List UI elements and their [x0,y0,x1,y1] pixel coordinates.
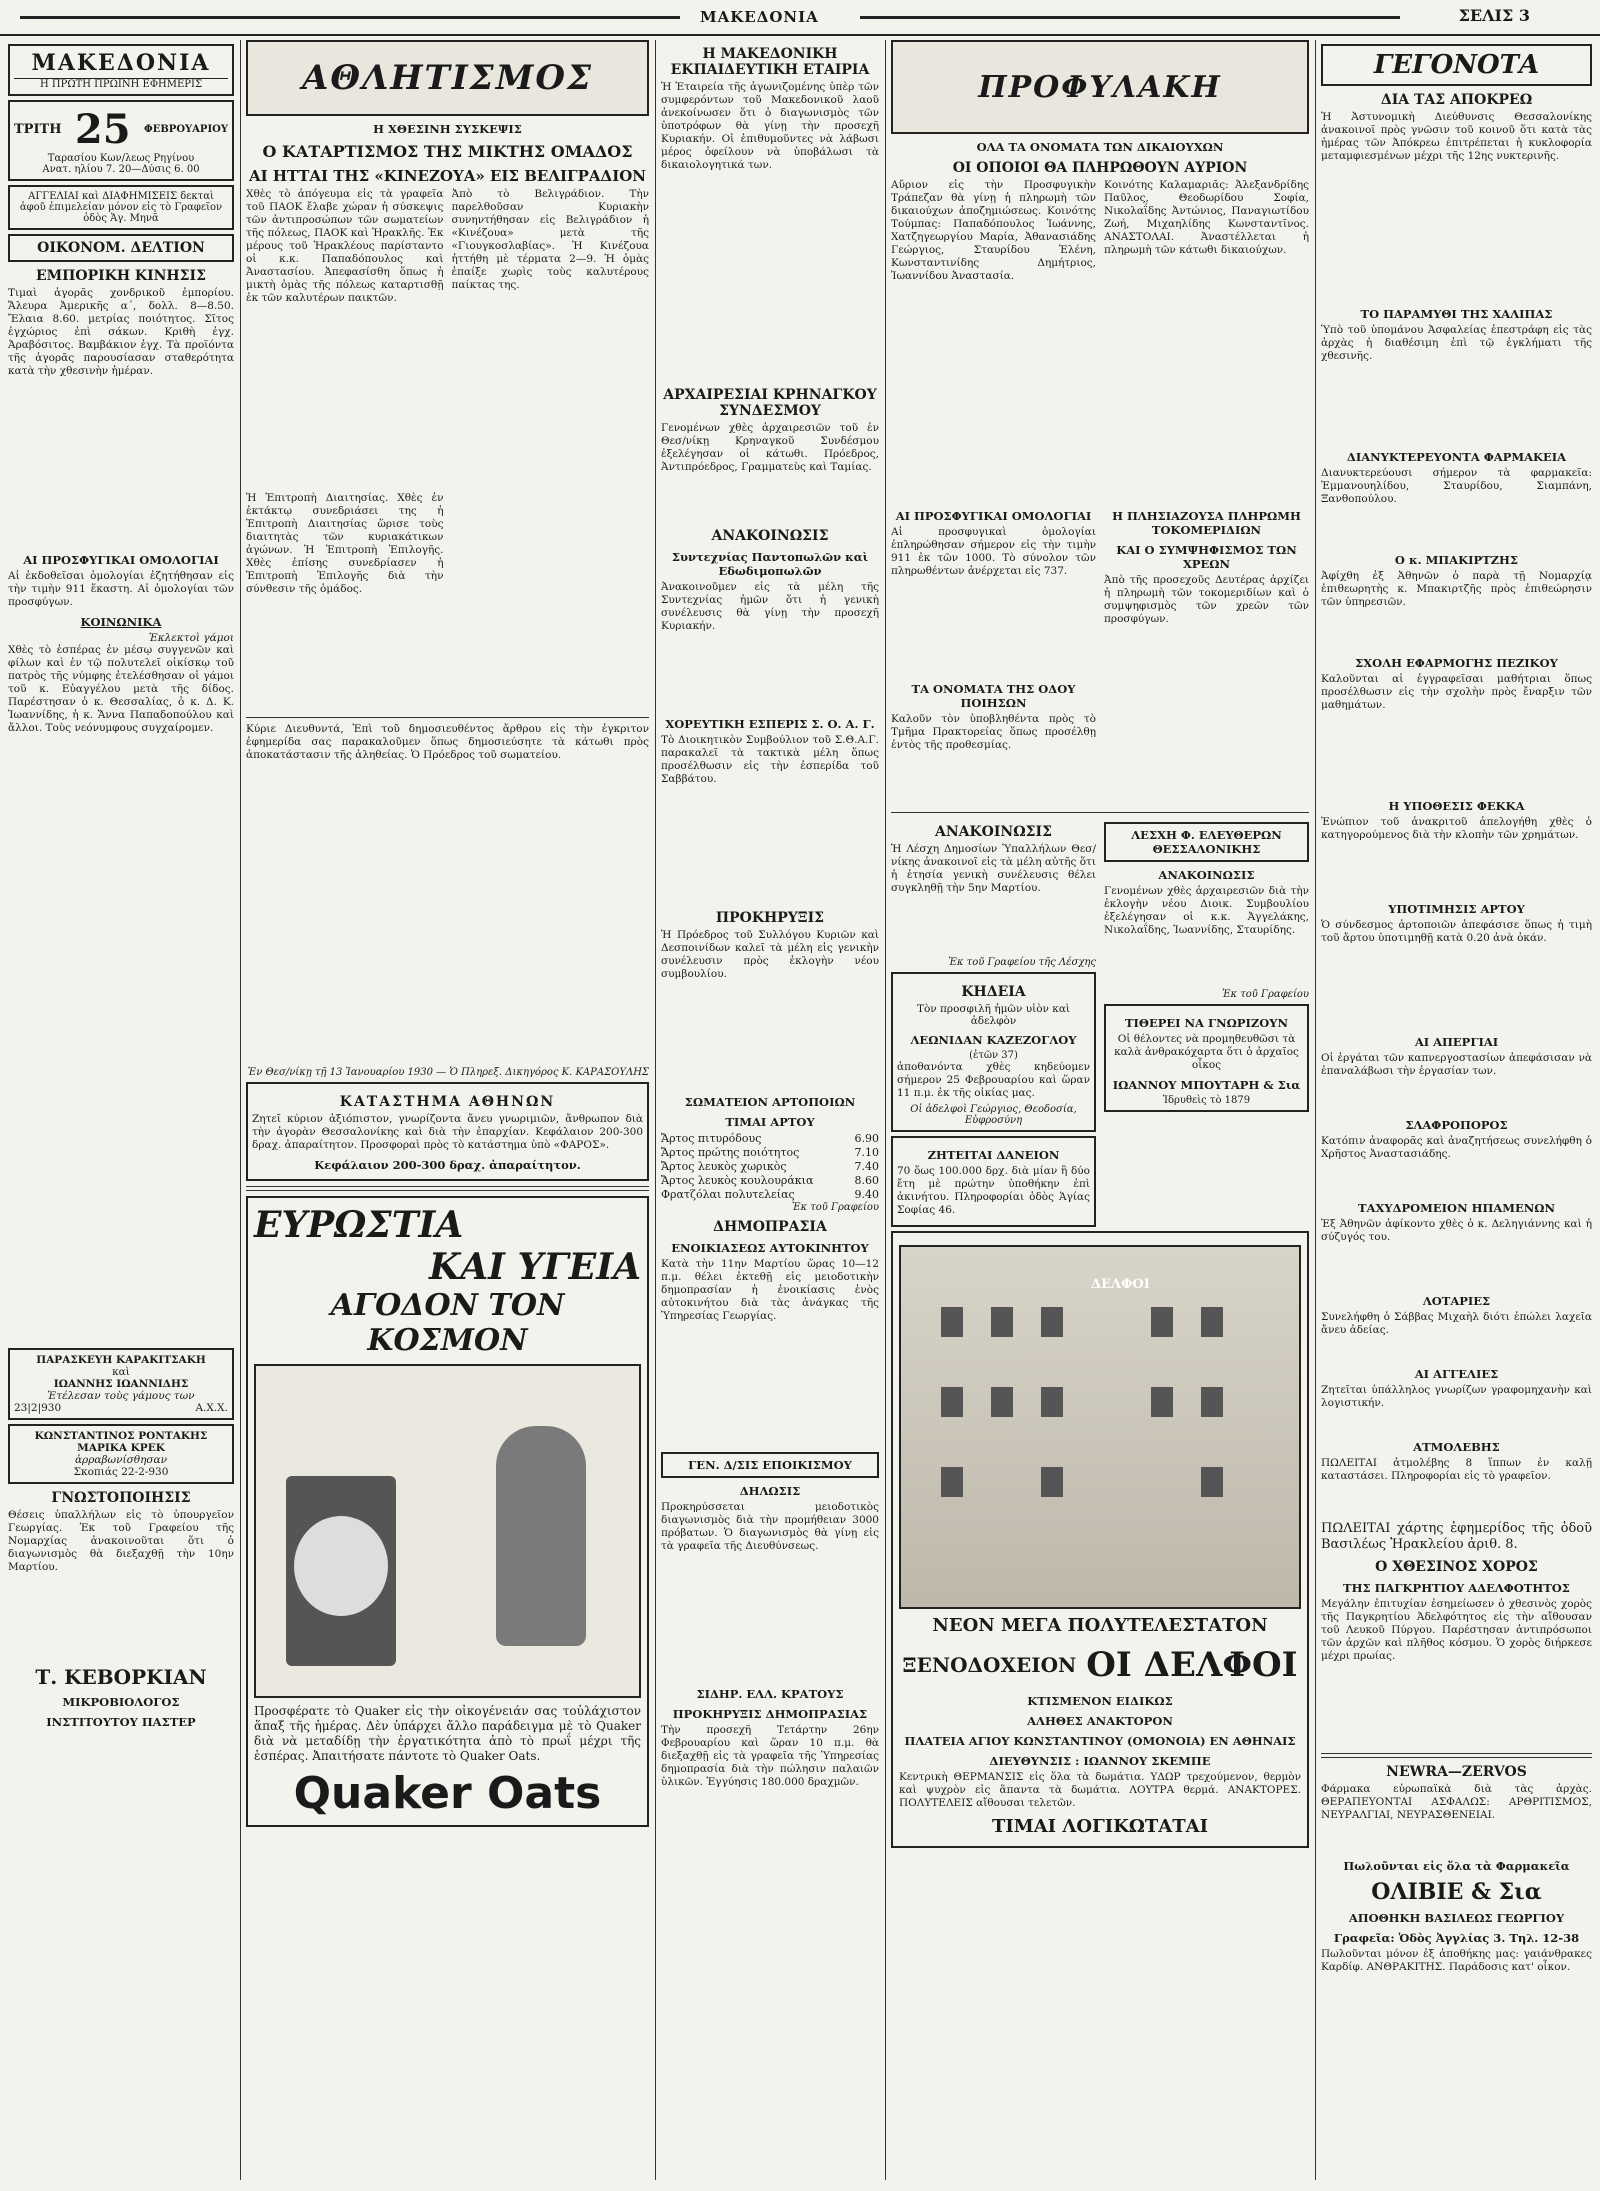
fekka-title: Η ΥΠΟΘΕΣΙΣ ΦΕΚΚΑ [1388,799,1525,813]
supply-text: Προκηρύσσεται μειοδοτικὸς διαγωνισμὸς διὰ τὴν προμήθειαν 3000 πρόβατων. Ὁ διαγωνισμὸς θὰ γίνῃ εἰς τὰ γραφεῖα τῆς Διευθύνσεως. [661,1501,879,1552]
wedding1-initials: Α.Χ.Χ. [195,1402,228,1414]
hotel-features: Κεντρικὴ ΘΕΡΜΑΝΣΙΣ εἰς ὅλα τὰ δωμάτια. ΥΔΩΡ τρεχούμενον, θερμὸν καὶ ψυχρὸν εἰς ἅπαντα τὰ δωμάτια. ΛΟΥΤΡΑ θερμά. ΑΝΑΚΤΟΡΕΣ. ΠΟΛΥΤΕΛΕΙΣ αἴθουσαι τελετῶν. [899,1771,1301,1809]
wedding1-note: Ἑτέλεσαν τοὺς γάμους των [47,1390,195,1402]
bonds-tax-columns [891,503,1309,807]
bonds-text: Αἱ ἐκδοθεῖσαι ὁμολογίαι ἐζητήθησαν εἰς τὴν τιμὴν 911 ἕκαστη. Αἱ ὁμολογίαι τῶν προσφύγων. [8,570,234,608]
street-text: Καλοῦν τὸν ὑποβληθέντα πρὸς τὸ Τμῆμα Πρακτορείας ὅπως προσέλθῃ ἐντὸς τῆς προθεσμίας. [891,713,1096,751]
wedding1-date: 23|2|930 [14,1402,62,1414]
window-icon [1201,1307,1223,1337]
hotel-building-image [899,1245,1301,1609]
notice-text: Ἡ Λέσχη Δημοσίων Ὑπαλλήλων Θεσ/νίκης ἀνακοινοῖ εἰς τὰ μέλη αὐτῆς ὅτι ἡ ἐτησία γενικὴ συνέλευσις θέλει συγκληθῇ τὴν 5ην Μαρτίου. [891,843,1096,894]
court-title: ΤΟ ΠΑΡΑΜΥΘΙ ΤΗΣ ΧΑΛΙΠΑΣ [1360,307,1553,321]
carnival-text: Ἡ Ἀστυνομικὴ Διεύθυνσις Θεσσαλονίκης ἀνακοινοῖ πρὸς γνῶσιν τοῦ κοινοῦ ὅτι κατὰ τὰς ἡμέρας τῶν Ἀπόκρεω ἐπιτρέπεται ἡ κυκλοφορία μεταμφιεσμένων μέχρι τῆς 12ης νυκτερινῆς. [1321,111,1592,162]
funeral-age: (ἐτῶν 37) [969,1050,1018,1061]
pharmacies-note: Πωλοῦνται εἰς ὅλα τὰ Φαρμακεῖα [1343,1859,1570,1873]
store-ad-text: Ζητεῖ κύριον ἀξιόπιστον, γνωρίζοντα ἄνευ γνωριμιῶν, ἄνθρωπον διὰ τὴν ἀγορὰν Θεσσαλονίκης καὶ διὰ τὴν ἐπαρχίαν. Κεφάλαιον 200-300 δραχ. ἀπαραίτητον. Προσφοραὶ πρὸς τὸ κατάστημα ὑπὸ «ΦΑΡΟΣ». [252,1113,643,1151]
olivie-ad-address: Γραφεῖα: Ὁδὸς Ἀγγλίας 3. Τηλ. 12-38 [1333,1931,1580,1945]
pipe-text: Οἱ θέλοντες νὰ προμηθευθῶσι τὰ καλὰ ἀνθρακόχαρτα ὅτι ὁ ἀρχαῖος οἶκος [1114,1033,1299,1071]
social-text: Χθὲς τὸ ἑσπέρας ἐν μέσῳ συγγενῶν καὶ φίλων καὶ ἐν τῷ πολυτελεῖ οἰκίσκῳ τοῦ πατρὸς τῆς νύμφης ἐτελέσθησαν οἱ γάμοι τοῦ κ. Εὐαγγέλου μετὰ τῆς δίδος. Παρέστησαν ὁ κ. Θεσσαλίας, ὁ κ. Δ. Κ. Ἰωαννίδης, ἡ κ. Ἄννα Παπαδοπούλου καὶ ἄλλοι. Τοὺς νεόνυμφους συγχαίρομεν. [8,644,234,734]
choir-title: ΧΟΡΕΥΤΙΚΗ ΕΣΠΕΡΙΣ Σ. Ο. Α. Γ. [665,717,875,731]
main-headline-1: Ο ΚΑΤΑΡΤΙΣΜΟΣ ΤΗΣ ΜΙΚΤΗΣ ΟΜΑΔΟΣ [262,142,633,161]
pipe-year: Ἱδρυθεὶς τὸ 1879 [1162,1095,1251,1106]
sports-article-3: Ἀπὸ τὸ Βελιγράδιον. Τὴν παρελθοῦσαν Κυριακὴν συνηντήθησαν εἰς Βελιγράδιον ἡ «Κινέζουα» μετὰ τῆς «Γιουγκοσλαβίας». Ἡ Κινέζουα ἡττήθη μὲ τέρματα 2—9. Ἡ ὁμὰς ἐπαίξε χωρὶς τοὺς καλυτέρους παίκτας της. [451,188,649,291]
store-ad-capital: Κεφάλαιον 200-300 δραχ. ἀπαραίτητον. [314,1158,581,1172]
column-divider [1315,40,1316,2180]
store-ad-title: ΚΑΤΑΣΤΗΜΑ ΑΘΗΝΩΝ [339,1094,556,1110]
olivie-ad-sub: ΑΠΟΘΗΚΗ ΒΑΣΙΛΕΩΣ ΓΕΩΡΓΙΟΥ [1348,1911,1565,1925]
bread-note: Ἐκ τοῦ Γραφείου [791,1202,879,1213]
bread5-text: Ὁ σύνδεσμος ἀρτοποιῶν ἀπεφάσισε ὅπως ἡ τιμὴ τοῦ ἄρτου ὑποτιμηθῇ κατὰ 0.20 ἀνὰ ὀκάν. [1321,919,1592,944]
tenders-title: ΠΡΟΚΗΡΥΞΙΣ [715,910,825,926]
funeral-sign: Οἱ ἀδελφοὶ Γεώργιος, Θεοδοσία, Εὐφροσύνη [910,1104,1077,1126]
masthead-paper-name: ΜΑΚΕΔΟΝΙΑ [700,8,819,26]
choir-text: Τὸ Διοικητικὸν Συμβούλιον τοῦ Σ.Θ.Α.Γ. παρακαλεῖ τὰ τακτικὰ μέλη ὅπως προσέλθωσιν εἰς τὴν ἐσπερίδα τοῦ Σαββάτου. [661,734,879,785]
court-text: Ὑπὸ τοῦ ὑπομάνου Ἀσφαλείας ἐπεστράφη εἰς τὰς ἀρχὰς ἡ διαθέσιμη ἐπὶ τῷ ἐγκλήματι τῆς χθεσινῆς. [1321,324,1592,362]
street-title: ΤΑ ΟΝΟΜΑΤΑ ΤΗΣ ΟΔΟΥ ΠΟΙΗΣΩΝ [911,682,1076,710]
customs-title: Ο κ. ΜΠΑΚΙΡΤΖΗΣ [1394,553,1519,567]
window-icon [1041,1467,1063,1497]
wedding2-note: ἀρραβωνίσθησαν [74,1454,168,1466]
fishing-text: Κατόπιν ἀναφορᾶς καὶ ἀναζητήσεως συνελήφθη ὁ Χρῆστος Ἀναστασιάδης. [1321,1135,1592,1160]
announce-sub: Συντεχνίας Παντοπωλῶν καὶ Εδωδιμοπωλῶν [671,550,869,578]
main-headline-2: ΑΙ ΗΤΤΑΙ ΤΗΣ «ΚΙΝΕΖΟΥΑ» ΕΙΣ ΒΕΛΙΓΡΑΔΙΟΝ [249,167,646,185]
olivie-ad-title: ΟΛΙΒΙΕ & Σια [1371,1879,1542,1905]
hotel-building-sign: ΔΕΛΦΟΙ [1091,1277,1150,1292]
funeral-detail: ἀποθανόντα χθὲς κηδεύομεν σήμερον 25 Φεβρουαρίου καὶ ὥραν 11 π.μ. ἐκ τῆς οἰκίας μας. [897,1061,1090,1099]
trade-text: Τιμαὶ ἀγορᾶς χονδρικοῦ ἐμπορίου. Ἄλευρα Ἀμερικῆς α΄, δολλ. 8—8.50. Ἔλαια 8.60. μετρίας ποιότητος. Σῖτος ἐγχώριος ἐπὶ σάκων. Κριθὴ ἐγχ. Ἀραβόσιτος. Βαμβάκιον ἐγχ. Τὰ προϊόντα τῆς ἀγορᾶς παρουσίασαν σταθερότητα κατὰ τὴν χθεσινὴν ἡμέραν. [8,287,234,377]
wedding-announcement-1 [8,1348,234,1420]
quaker-text: Προσφέρατε τὸ Quaker εἰς τὴν οἰκογένειάν σας τοὐλάχιστον ἅπαξ τῆς ἡμέρας. Δὲν ὑπάρχει ἄλλο παράδειγμα μὲ τὸ Quaker διὰ νὰ μεταδίδῃ τὴν ἐργατικότητα ἀπὸ τὸ πρωΐ μέχρι τῆς ἑσπέρας. Ἀπαιτήσατε πάντοτε τὸ Quaker Oats. [254,1704,641,1763]
funeral-text: Τὸν προσφιλῆ ἡμῶν υἱὸν καὶ ἀδελφὸν [916,1003,1071,1027]
meeting-title: Η ΧΘΕΣΙΝΗ ΣΥΣΚΕΨΙΣ [373,122,522,136]
column-3 [661,40,879,2180]
rail-title: ΣΙΔΗΡ. ΕΛΛ. ΚΡΑΤΟΥΣ [696,1687,844,1701]
divider [1321,1753,1592,1758]
window-icon [1201,1467,1223,1497]
loan-wanted-ad [891,1136,1096,1227]
lottery-text: Συνελήφθη ὁ Σάββας Μιχαὴλ διότι ἐπώλει λαχεῖα ἄνευ ἀδείας. [1321,1311,1592,1336]
club-title: ΛΕΣΧΗ Φ. ΕΛΕΥΘΕΡΩΝ ΘΕΣΣΑΛΟΝΙΚΗΣ [1104,822,1309,862]
window-icon [991,1387,1013,1417]
column-1 [8,40,234,2180]
social-sub: Ἐκλεκτοὶ γάμοι [148,632,234,644]
society-text: Ἡ Ἑταιρεία τῆς ἀγωνιζομένης ὑπὲρ τῶν συμφερόντων τοῦ Μακεδονικοῦ λαοῦ ἀνεκοίνωσεν ὅτι ὁ διαγωνισμὸς τῶν ὑποτρόφων θὰ γίνῃ τὴν προσεχῆ Κυριακήν. Οἱ ἐπιθυμοῦντες νὰ λάβωσι μέρος ὀφείλουν νὰ ὑποβάλωσι τὰ δικαιολογητικά των. [661,81,879,171]
oats-can-icon [286,1476,396,1666]
wanted-text: 70 ὅως 100.000 δρχ. διὰ μίαν ἢ δύο ἔτη μὲ πρώτην ὑποθήκην ἐπὶ ἀκινήτου. Πληροφορίαι ὁδὸς Ἁγίας Σοφίας 46. [897,1165,1090,1216]
tax-text: Ἀπὸ τῆς προσεχοῦς Δευτέρας ἀρχίζει ἡ πληρωμὴ τῶν τοκομεριδίων καὶ ὁ συμψηφισμὸς τῶν χρεῶν τῶν προσφύγων. [1104,574,1309,625]
wedding1-and: καὶ [112,1366,130,1378]
paper-sale-ad: ΠΩΛΕΙΤΑΙ χάρτης ἐφημερίδος τῆς ὁδοῦ Βασιλέως Ἡρακλείου ἀριθ. 8. [1321,1521,1592,1552]
carnival-title: ΔΙΑ ΤΑΣ ΑΠΟΚΡΕΩ [1380,92,1533,108]
column-divider [655,40,656,2180]
hotel-line-1: ΚΤΙΣΜΕΝΟΝ ΕΙΔΙΚΩΣ [1027,1694,1173,1708]
bonds4-text: Αἱ προσφυγικαὶ ὁμολογίαι ἐπληρώθησαν σήμερον εἰς τὴν τιμὴν 911 ἐκ τῶν 1000. Τὸ σύνολον τῶν πληρωθέντων ἀνέρχεται εἰς 737. [891,526,1096,577]
quaker-illustration [254,1364,641,1698]
masthead-rule-left [20,16,680,19]
wedding1-bride: ΠΑΡΑΣΚΕΥΗ ΚΑΡΑΚΙΤΣΑΚΗ [36,1354,206,1366]
wedding1-groom: ΙΩΑΝΝΗΣ ΙΩΑΝΝΙΔΗΣ [53,1378,189,1390]
social-banner: ΠΡΟΦΥΛΑΚΗ [891,40,1309,134]
hotel-head-2: ΞΕΝΟΔΟΧΕΙΟΝ [902,1653,1077,1677]
dance-title: Ο ΧΘΕΣΙΝΟΣ ΧΟΡΟΣ [1375,1559,1538,1575]
hotel-prices: ΤΙΜΑΙ ΛΟΓΙΚΩΤΑΤΑΙ [991,1816,1209,1837]
masthead [0,0,1600,36]
column-2 [246,40,649,2180]
bread-title: ΣΩΜΑΤΕΙΟΝ ΑΡΤΟΠΟΙΩΝ [684,1095,856,1109]
announce-text: Ἀνακοινοῦμεν εἰς τὰ μέλη τῆς Συντεχνίας ἡμῶν ὅτι ἡ γενικὴ συνέλευσις θὰ γίνῃ τὴν προσεχῆ Κυριακήν. [661,581,879,632]
masthead-rule-right [860,16,1400,19]
column-4 [891,40,1309,2180]
hotel-line-2: ΑΛΗΘΕΣ ΑΝΑΚΤΟΡΟΝ [1027,1714,1173,1728]
bread-sub: ΤΙΜΑΙ ΑΡΤΟΥ [725,1115,815,1129]
heirs-head-2: ΟΙ ΟΠΟΙΟΙ ΘΑ ΠΛΗΡΩΘΟΥΝ ΑΥΡΙΟΝ [952,160,1248,176]
notices-title: ΓΝΩΣΤΟΠΟΙΗΣΙΣ [51,1490,191,1506]
sports-banner: ΑΘΛΗΤΙΣΜΟΣ [246,40,649,116]
supply-title: ΓΕΝ. Δ/ΣΙΣ ΕΠΟΙΚΙΣΜΟΥ [661,1452,879,1478]
ads-notice: ΑΓΓΕΛΙΑΙ καὶ ΔΙΑΦΗΜΙΣΕΙΣ δεκταὶ ἀφοῦ ἐπιμελείαν μόνον εἰς τὸ Γραφεῖον ὁδὸς Ἁγ. Μηνᾶ [8,185,234,230]
price-row: Ἄρτος πρώτης ποιότητος 7.10 [661,1146,879,1159]
sunrise-sunset: Ανατ. ηλίου 7. 20—Δύσις 6. 00 [42,164,200,175]
pipe-title: ΤΙΘΕΡΕΙ ΝΑ ΓΝΩΡΙΖΟΥΝ [1124,1016,1289,1030]
letter-text: Κύριε Διευθυντά, Ἐπὶ τοῦ δημοσιευθέντος ἄρθρου εἰς τὴν ἐγκριτον ἐφημερίδα σας παρακαλοῦμεν ὅπως δημοσιεύσητε τὰ κάτωθι πρὸς ἀποκατάστασιν τῆς ἀληθείας. Ὁ Πρόεδρος τοῦ σωματείου. [246,723,649,761]
store-ad [246,1082,649,1181]
price-row: Ἄρτος λευκὸς κουλουράκια 8.60 [661,1174,879,1187]
dance-text: Μεγάλην ἐπιτυχίαν ἐσημείωσεν ὁ χθεσινὸς χορὸς τῆς Παγκρητίου Ἀδελφότητος εἰς τὴν αἴθουσαν τοῦ Λευκοῦ Πύργου. Παρέστησαν ἀντιπρόσωποι τῶν ἀρχῶν καὶ πλῆθος κόσμου. Ὁ χορὸς διήρκεσε μέχρι πρωίας. [1321,1598,1592,1662]
social-title: ΚΟΙΝΩΝΙΚΑ [80,615,162,629]
paper-logo-box [8,44,234,96]
fire-text: Ζητεῖται ὑπάλληλος γνωρίζων γραφομηχανὴν καὶ λογιστικήν. [1321,1384,1592,1409]
bread5-title: ΥΠΟΤΙΜΗΣΙΣ ΑΡΤΟΥ [1388,902,1525,916]
customs-text: Ἀφίχθη ἐξ Ἀθηνῶν ὁ παρὰ τῇ Νομαρχίᾳ ἐπιθεωρητὴς κ. Μπακιρτζῆς πρὸς ἐπιθεώρησιν τῶν ὑπηρεσιῶν. [1321,570,1592,608]
lottery-title: ΛΟΤΑΡΙΕΣ [1422,1294,1491,1308]
pipe-name: ΙΩΑΝΝΟΥ ΜΠΟΥΤΑΡΗ & Σια [1112,1078,1301,1092]
divider [246,717,649,718]
wedding2-bride: ΜΑΡΙΚΑ ΚΡΕΚ [77,1442,165,1454]
hotel-manager: ΔΙΕΥΘΥΝΣΙΣ : ΙΩΑΝΝΟΥ ΣΚΕΜΠΕ [989,1754,1211,1768]
notices-columns [891,818,1309,1231]
supply-sub: ΔΗΛΩΣΙΣ [739,1484,801,1498]
tenders-text: Ἡ Πρόεδρος τοῦ Συλλόγου Κυριῶν καὶ Δεσποινίδων καλεῖ τὰ μέλη εἰς γενικὴν συνέλευσιν πρὸς ἐκλογὴν νέου συμβουλίου. [661,929,879,980]
heirs-text-2: Κοινότης Καλαμαριᾶς: Ἀλεξανδρίδης Παῦλος, Θεοδωρίδου Σοφία, Νικολαΐδης Ἀντώνιος, Παναγιωτίδου Ζωή, Μιχαηλίδης Κωνσταντῖνος. ΑΝΑΣΤΟΛΑΙ. Ἀναστέλλεται ἡ πληρωμὴ τῶν κάτωθι δικαιούχων. [1104,179,1309,256]
column-divider [885,40,886,2180]
price-row: Φρατζόλαι πολυτελείας 9.40 [661,1188,879,1201]
price-row: Ἄρτος πιτυρόδους 6.90 [661,1132,879,1145]
auction-text: Κατὰ τὴν 11ην Μαρτίου ὥρας 10—12 π.μ. θέλει ἐκτεθῇ εἰς μειοδοτικὴν δημοπρασίαν ἡ ἐνοικίασις ἑνὸς αὐτοκινήτου διὰ τὰς ἀνάγκας τῆς Ὑπηρεσίας Γεωργίας. [661,1258,879,1322]
bonds-title: ΑΙ ΠΡΟΣΦΥΓΙΚΑΙ ΟΜΟΛΟΓΙΑΙ [23,553,219,567]
quaker-headline-3: ΑΓΟΔΟΝ ΤΟΝ ΚΟΣΜΟΝ [330,1288,565,1358]
dance-sub: ΤΗΣ ΠΑΓΚΡΗΤΙΟΥ ΑΔΕΛΦΟΤΗΤΟΣ [1343,1581,1570,1595]
trade-title: ΕΜΠΟΡΙΚΗ ΚΙΝΗΣΙΣ [35,268,207,284]
heirs-columns [891,179,1309,503]
paper-logo: ΜΑΚΕΔΟΝΙΑ [31,50,211,76]
hotel-ad [891,1231,1309,1848]
letter-signature: Ἐν Θεσ/νίκῃ τῇ 13 Ἰανουαρίου 1930 — Ὁ Πληρεξ. Δικηγόρος Κ. ΚΑΡΑΣΟΥΛΗΣ [247,1067,649,1078]
hotel-name: ΟΙ ΔΕΛΦΟΙ [1086,1645,1298,1685]
rail-sub: ΠΡΟΚΗΡΥΞΙΣ ΔΗΜΟΠΡΑΣΙΑΣ [672,1707,868,1721]
fishing-title: ΣΛΑΦΡΟΠΟΡΟΣ [1405,1118,1508,1132]
lost-title: ΑΤΜΟΛΕΒΗΣ [1413,1440,1500,1454]
fekka-text: Ἐνώπιον τοῦ ἀνακριτοῦ ἀπελογήθη χθὲς ὁ κατηγορούμενος διὰ τὴν κλοπὴν τῶν χρημάτων. [1321,816,1592,841]
lost-text: ΠΩΛΕΙΤΑΙ ἀτμολέβης 8 ἵππων ἐν καλῇ καταστάσει. Πληροφορίαι εἰς τὸ γραφεῖον. [1321,1457,1592,1482]
weekday: ΤΡΙΤΗ [14,122,62,137]
heirs-head: ΟΛΑ ΤΑ ΟΝΟΜΑΤΑ ΤΩΝ ΔΙΚΑΙΟΥΧΩΝ [976,140,1224,154]
announce-title: ΑΝΑΚΟΙΝΩΣΙΣ [711,528,829,544]
window-icon [1201,1387,1223,1417]
saint-of-day: Ταρασίου Κων/λεως Ρηγίνου [47,153,195,164]
wanted-title: ΖΗΤΕΙΤΑΙ ΔΑΝΕΙΟΝ [927,1148,1060,1162]
events-banner: ΓΕΓΟΝΟΤΑ [1321,44,1592,86]
association-title: ΑΡΧΑΙΡΕΣΙΑΙ ΚΡΗΝΑΓΚΟΥ ΣΥΝΔΕΣΜΟΥ [663,387,877,419]
olivie-ad-text: Πωλοῦνται μόνον ἐξ ἀποθήκης μας: γαιάνθρακες Καρδίφ. ΑΝΘΡΑΚΙΤΗΣ. Παράδοσις κατ' οἶκον. [1321,1948,1592,1973]
quaker-logo: Quaker Oats [293,1768,602,1819]
post-text: Ἐξ Ἀθηνῶν ἀφίκοντο χθὲς ὁ κ. Δεληγιάννης καὶ ἡ σύζυγός του. [1321,1218,1592,1243]
window-icon [1151,1387,1173,1417]
funeral-name: ΛΕΩΝΙΔΑΝ ΚΑΖΕΖΟΓΛΟΥ [910,1033,1077,1047]
auction-sub: ΕΝΟΙΚΙΑΣΕΩΣ ΑΥΤΟΚΙΝΗΤΟΥ [671,1241,869,1255]
hotel-head-1: ΝΕΟΝ ΜΕΓΑ ΠΟΛΥΤΕΛΕΣΤΑΤΟΝ [932,1615,1268,1636]
funeral-title: ΚΗΔΕΙΑ [961,984,1026,1000]
bread-price-list [661,1132,879,1202]
paper-logo-sub: Η ΠΡΩΤΗ ΠΡΩΙΝΗ ΕΦΗΜΕΡΙΣ [14,78,228,90]
newra-zervos-ad-text: Φάρμακα εὐρωπαϊκὰ διὰ τὰς ἀρχὰς. ΘΕΡΑΠΕΥΟΝΤΑΙ ΑΣΦΑΛΩΣ: ΑΡΘΡΙΤΙΣΜΟΣ, ΝΕΥΡΑΛΓΙΑΙ, ΝΕΥΡΑΣΘΕΝΕΙΑΙ. [1321,1783,1592,1821]
police-text: Οἱ ἐργάται τῶν καπνεργοστασίων ἀπεφάσισαν νὰ ἐπαναλάβωσι τὴν ἐργασίαν των. [1321,1052,1592,1077]
club-sign: Ἐκ τοῦ Γραφείου [1221,989,1309,1000]
wedding-announcement-2 [8,1424,234,1484]
window-icon [991,1307,1013,1337]
police-title: ΑΙ ΑΠΕΡΓΙΑΙ [1414,1035,1499,1049]
pharm-title: ΔΙΑΝΥΚΤΕΡΕΥΟΝΤΑ ΦΑΡΜΑΚΕΙΑ [1346,450,1567,464]
econ-bulletin-title: ΟΙΚΟΝΟΜ. ΔΕΛΤΙΟΝ [8,234,234,262]
quaker-headline-1: ΕΥΡΩΣΤΙΑ [254,1204,464,1246]
school-title: ΣΧΟΛΗ ΕΦΑΡΜΟΓΗΣ ΠΕΖΙΚΟΥ [1355,656,1558,670]
divider [246,1186,649,1191]
divider [891,812,1309,813]
fire-title: ΑΙ ΑΓΓΕΛΙΕΣ [1414,1367,1499,1381]
heirs-text: Αὔριον εἰς τὴν Προσφυγικὴν Τράπεζαν θὰ γίνῃ ἡ πληρωμὴ τῶν δικαιούχων ἀποζημιώσεως. Κοινότης Τούμπας: Παπαδόπουλος Ἰωάννης, Χατζηγεωργίου Μαρία, Ἀθανασιάδης Γεώργιος, Σταυρίδου Ἑλένη, Κωνσταντινίδης Δημήτριος, Ἰωαννίδου Ἀναστασία. [891,179,1096,282]
window-icon [1041,1387,1063,1417]
date-box [8,100,234,181]
funeral-notice [891,972,1096,1132]
wedding2-groom: ΚΩΝΣΤΑΝΤΙΝΟΣ ΡΟΝΤΑΚΗΣ [34,1430,208,1442]
column-divider [240,40,241,2180]
tax-title: Η ΠΛΗΣΙΑΖΟΥΣΑ ΠΛΗΡΩΜΗ ΤΟΚΟΜΕΡΙΔΙΩΝ [1112,509,1301,537]
quaker-headline-2: ΚΑΙ ΥΓΕΙΑ [428,1246,641,1288]
window-icon [941,1307,963,1337]
auction-title: ΔΗΜΟΠΡΑΣΙΑ [713,1219,827,1235]
post-title: ΤΑΧΥΔΡΟΜΕΙΟΝ ΗΠΑΜΕΝΩΝ [1357,1201,1555,1215]
doctor-name: Τ. ΚΕΒΟΡΚΙΑΝ [35,1665,207,1689]
window-icon [1151,1307,1173,1337]
club-sub: ΑΝΑΚΟΙΝΩΣΙΣ [1158,868,1255,882]
window-icon [1041,1307,1063,1337]
school-text: Καλοῦνται αἱ ἐγγραφεῖσαι μαθήτριαι ὅπως προσέλθωσιν εἰς τὴν σχολὴν πρὸς ἔναρξιν τῶν μαθημάτων. [1321,673,1592,711]
carbon-paper-ad [1104,1004,1309,1112]
sports-article-columns [246,188,649,712]
notice-sign: Ἐκ τοῦ Γραφείου τῆς Λέσχης [948,957,1096,968]
column-5 [1321,40,1592,2180]
tax-sub: ΚΑΙ Ο ΣΥΜΨΗΦΙΣΜΟΣ ΤΩΝ ΧΡΕΩΝ [1116,543,1297,571]
doctor-title: ΜΙΚΡΟΒΙΟΛΟΓΟΣ [62,1695,180,1709]
price-row: Ἄρτος λευκὸς χωρικὸς 7.40 [661,1160,879,1173]
day-number: 25 [74,106,131,153]
wedding2-date: Σκοπιάς 22-2-930 [73,1466,169,1478]
hotel-address: ΠΛΑΤΕΙΑ ΑΓΙΟΥ ΚΩΝΣΤΑΝΤΙΝΟΥ (ΟΜΟΝΟΙΑ) ΕΝ ΑΘΗΝΑΙΣ [904,1734,1296,1748]
society-title: Η ΜΑΚΕΔΟΝΙΚΗ ΕΚΠΑΙΔΕΥΤΙΚΗ ΕΤΑΙΡΙΑ [670,46,870,78]
notice-title: ΑΝΑΚΟΙΝΩΣΙΣ [934,824,1053,840]
sports-article-2: Ἡ Ἐπιτροπὴ Διαιτησίας. Χθὲς ἐν ἐκτάκτῳ συνεδριάσει της ἡ Ἐπιτροπὴ Διαιτησίας ὥρισε τοὺς διαιτητὰς τῶν κυριακάτικων ἀγώνων. Ἡ Ἐπιτροπὴ Ἐπιλογῆς. Χθὲς ἐπίσης συνεδρίασεν ἡ Ἐπιτροπὴ Ἐπιλογῆς διὰ τὴν σύνθεσιν τῆς ὁμάδος. [246,492,444,595]
sports-article-1: Χθὲς τὸ ἀπόγευμα εἰς τὰ γραφεῖα τοῦ ΠΑΟΚ ἔλαβε χώραν ἡ σύσκεψις τῶν ἀντιπροσώπων τῶν σωματείων τῆς πόλεως, ΠΑΟΚ καὶ Ἡρακλῆς. Ἐκ μέρους τοῦ Ἡρακλέους παρίσταντο οἱ κ.κ. Παπαδόπουλος καὶ Ἀναστασίου. Ἀπεφασίσθη ὅπως ἡ μικτὴ ὁμὰς τῆς πόλεως καταρτισθῇ ἐκ τῶν καλυτέρων παικτῶν. [246,188,444,304]
newra-zervos-ad-title: NEWRA—ZERVOS [1386,1764,1527,1780]
doctor-institute: ΙΝΣΤΙΤΟΥΤΟΥ ΠΑΣΤΕΡ [46,1715,196,1729]
notices-text: Θέσεις ὑπαλλήλων εἰς τὸ ὑπουργεῖον Γεωργίας. Ἐκ τοῦ Γραφείου τῆς Νομαρχίας ἀνακοινοῦται ὅτι ὁ διαγωνισμὸς θὰ διεξαχθῇ τὴν 10ην Μαρτίου. [8,1509,234,1573]
page-number: ΣΕΛΙΣ 3 [1458,6,1530,25]
association-text: Γενομένων χθὲς ἀρχαιρεσιῶν τοῦ ἐν Θεσ/νίκῃ Κρηναγκοῦ Συνδέσμου ἐξελέγησαν οἱ κάτωθι. Πρόεδρος, Ἀντιπρόεδρος, Γραμματεὺς καὶ Ταμίας. [661,422,879,473]
month: ΦΕΒΡΟΥΑΡΙΟΥ [144,124,228,135]
club-text: Γενομένων χθὲς ἀρχαιρεσιῶν διὰ τὴν ἐκλογὴν νέου Διοικ. Συμβουλίου ἐξελέγησαν οἱ κ.κ. Ἀγγελάκης, Νικολαΐδης, Ἰωαννίδης, Σταυρίδης. [1104,885,1309,936]
rail-text: Τὴν προσεχῆ Τετάρτην 26ην Φεβρουαρίου καὶ ὥραν 10 π.μ. θὰ διεξαχθῇ εἰς τὰ γραφεῖα τῆς Ὑπηρεσίας δημοπρασία διὰ τὴν πώλησιν παλαιῶν ὑλικῶν. Ἐγγύησις 180.000 δραχμῶν. [661,1724,879,1788]
window-icon [941,1467,963,1497]
quaker-man-icon [496,1426,586,1646]
bonds4-title: ΑΙ ΠΡΟΣΦΥΓΙΚΑΙ ΟΜΟΛΟΓΙΑΙ [895,509,1092,523]
pharm-text: Διανυκτερεύουσι σήμερον τὰ φαρμακεῖα: Ἐμμανουηλίδου, Σταυρίδου, Σιαμπάνη, Ξανθοπούλου. [1321,467,1592,505]
quaker-ad [246,1196,649,1827]
window-icon [941,1387,963,1417]
